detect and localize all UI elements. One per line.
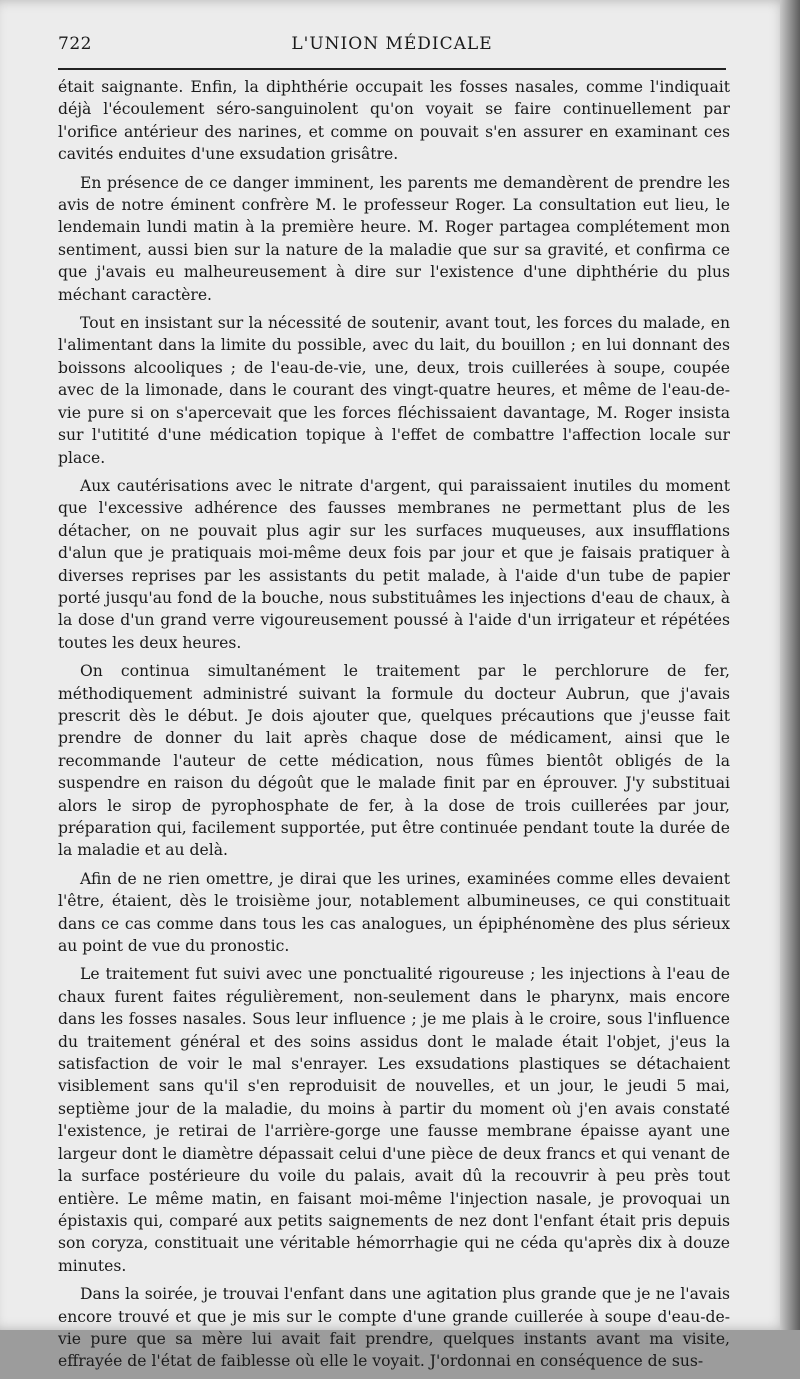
paragraph-2: En présence de ce danger imminent, les parents me demandèrent de prendre les avis de notre éminent confrère M. le professeur Roger. La consultation eut lieu, le lendemain lundi matin à la première heure. M. Roger partagea complétement mon sentiment, aussi bien sur la nature de la maladie que sur sa gravité, et confirma ce que j'avais eu malheureusement à dire sur l'existence d'une diphthérie du plus méchant caractère.	[58, 173, 730, 304]
paragraph-6: Afin de ne rien omettre, je dirai que les urines, examinées comme elles devaient l'être, étaient, dès le troisième jour, notablement albumineuses, ce qui constituait dans ce cas comme dans tous les cas analogues, un épiphénomène des plus sérieux au point de vue du pronostic.	[58, 869, 730, 956]
journal-title: L'UNION MÉDICALE	[291, 34, 493, 54]
article-body	[58, 76, 730, 1379]
header-rule	[58, 68, 726, 70]
paragraph-5: On continua simultanément le traitement par le perchlorure de fer, méthodiquement administré suivant la formule du docteur Aubrun, que j'avais prescrit dès le début. Je dois ajouter que, quelques précautions que j'eusse fait prendre de donner du lait après chaque dose de médicament, ainsi que le recommande l'auteur de cette médication, nous fûmes bientôt obligés de la suspendre en raison du dégoût que le malade finit par en éprouver. J'y substituai alors le sirop de pyrophosphate de fer, à la dose de trois cuillerées par jour, préparation qui, facilement supportée, put être continuée pendant toute la durée de la maladie et au delà.	[58, 662, 730, 860]
page-number: 722	[58, 34, 92, 54]
paragraph-3: Tout en insistant sur la nécessité de soutenir, avant tout, les forces du malade, en l'alimentant dans la limite du possible, avec du lait, du bouillon ; en lui donnant des boissons alcooliques ; de l'eau-de-vie, une, deux, trois cuillerées à soupe, coupée avec de la limonade, dans le courant des vingt-quatre heures, et même de l'eau-de-vie pure si on s'apercevait que les forces fléchissaient davantage, M. Roger insista sur l'utitité d'une médication topique à l'effet de combattre l'affection locale sur place.	[58, 314, 730, 467]
paragraph-7: Le traitement fut suivi avec une ponctualité rigoureuse ; les injections à l'eau de chaux furent faites régulièrement, non-seulement dans le pharynx, mais encore dans les fosses nasales. Sous leur influence ; je me plais à le croire, sous l'influence du traitement général et des soins assidus dont le malade était l'objet, j'eus la satisfaction de voir le mal s'enrayer. Les exsudations plastiques se détachaient visiblement sans qu'il s'en reproduisit de nouvelles, et un jour, le jeudi 5 mai, septième jour de la maladie, du moins à partir du moment où j'en avais constaté l'existence, je retirai de l'arrière-gorge une fausse membrane épaisse ayant une largeur dont le diamètre dépassait celui d'une pièce de deux francs et qui venant de la surface postérieure du voile du palais, avait dû la recouvrir à peu près tout entière. Le même matin, en faisant moi-même l'injection nasale, je provoquai un épistaxis qui, comparé aux petits saignements de nez dont l'enfant était pris depuis son coryza, constituait une véritable hémorrhagie qui ne céda qu'après dix à douze minutes.	[58, 965, 730, 1275]
page-edge-shadow	[780, 0, 800, 1330]
paragraph-4: Aux cautérisations avec le nitrate d'argent, qui paraissaient inutiles du moment que l'excessive adhérence des fausses membranes ne permettant plus de les détacher, on ne pouvait plus agir sur les surfaces muqueuses, aux insufflations d'alun que je pratiquais moi-même deux fois par jour et que je faisais pratiquer à diverses reprises par les assistants du petit malade, à l'aide d'un tube de papier porté jusqu'au fond de la bouche, nous substituâmes les injections d'eau de chaux, à la dose d'un grand verre vigoureusement poussé à l'aide d'un irrigateur et répétées toutes les deux heures.	[58, 476, 730, 652]
page-header	[58, 34, 726, 58]
paragraph-8: Dans la soirée, je trouvai l'enfant dans une agitation plus grande que je ne l'avais encore trouvé et que je mis sur le compte d'une grande cuillerée à soupe d'eau-de-vie pure que sa mère lui avait fait prendre, quelques instants avant ma visite, effrayée de l'état de faiblesse où elle le voyait. J'ordonnai en conséquence de sus-	[58, 1285, 730, 1371]
paragraph-1: était saignante. Enfin, la diphthérie occupait les fosses nasales, comme l'indiquait déjà l'écoulement séro-sanguinolent qu'on voyait se faire continuellement par l'orifice antérieur des narines, et comme on pouvait s'en assurer en examinant ces cavités enduites d'une exsudation grisâtre.	[58, 78, 730, 164]
